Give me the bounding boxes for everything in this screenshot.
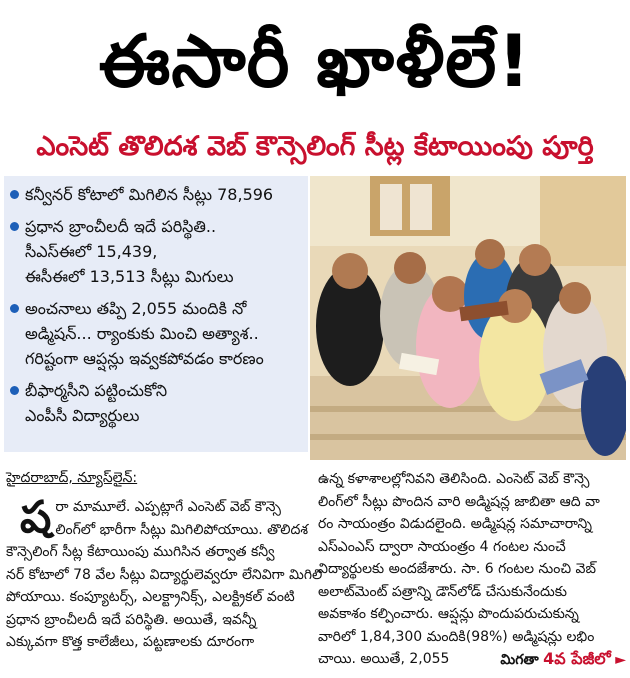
highlight-item <box>10 182 304 207</box>
bullet-icon <box>10 222 19 231</box>
article-line: ప్రధాన బ్రాంచీలదీ ఇదే పరిస్థితి. అయితే, ఇవన్నీ <box>6 611 257 628</box>
article-line: అవకాశం కల్పించారు. ఆప్షన్లు పొందుపరుచుకున్న <box>318 606 579 622</box>
continued-label: మిగతా <box>500 652 539 668</box>
article-line-last <box>318 648 626 671</box>
article-line: నర్ కోటాలో 78 వేల సీట్లు విద్యార్థులెవ్వరూ లేనివిగా మిగిలి <box>6 566 323 583</box>
highlight-line: ఈసీఈలో 13,513 సీట్లు మిగులు <box>25 267 234 286</box>
arrow-right-icon: ► <box>615 652 626 668</box>
highlight-item <box>10 378 304 428</box>
drop-cap: ష <box>20 492 52 543</box>
article-line: లింగ్‌లో భారీగా సీట్లు మిగిలిపోయాయి. తొలిదశ <box>55 521 309 538</box>
headline: ఈసారీ ఖాళీలే! <box>98 19 532 103</box>
highlight-line: ఎంపీసీ విద్యార్థులు <box>25 406 140 425</box>
continued-note[interactable] <box>500 648 626 672</box>
highlight-item <box>10 296 304 371</box>
highlight-item <box>10 214 304 289</box>
article-line: ఎక్కువగా కొత్త కాలేజీలు, పట్టణాలకు దూరంగా <box>6 634 255 650</box>
highlight-line: అడ్మిషన్... ర్యాంకుకు మించి అత్యాశ.. <box>25 324 259 343</box>
article-line: ఉన్న కళాశాలల్లోనివని తెలిసింది. ఎంసెట్ వెబ్ కౌన్సె <box>318 471 590 487</box>
highlight-line: కన్వీనర్ కోటాలో మిగిలిన సీట్లు 78,596 <box>25 185 274 204</box>
highlight-line: గరిష్టంగా ఆప్షన్లు ఇవ్వకపోవడం కారణం <box>25 349 264 368</box>
article-column-1 <box>6 492 323 654</box>
article-column-2 <box>318 468 626 672</box>
article-line-text: చాయి. అయితే, 2,055 <box>318 651 450 667</box>
article-line: రం సాయంత్రం విడుదలైంది. అడ్మిషన్ల సమాచారాన్ని <box>318 516 592 532</box>
bullet-icon <box>10 190 19 199</box>
article-line: అలాట్‌మెంట్ పత్రాన్ని డౌన్‌లోడ్ చేసుకునేందుకు <box>318 583 567 600</box>
highlight-line: అంచనాలు తప్పి 2,055 మందికి నో <box>25 299 247 318</box>
bullet-icon <box>10 386 19 395</box>
article-line: వారిలో 1,84,300 మందికి(98%) అడ్మిషన్లు లభిం <box>318 628 595 645</box>
highlight-line: సీఎస్ఈలో 15,439, <box>25 242 158 261</box>
article-line: కౌన్సెలింగ్ సీట్ల కేటాయింపు ముగిసిన తర్వాత కన్వీ <box>6 544 275 560</box>
highlight-line: ప్రధాన బ్రాంచీలదీ ఇదే పరిస్థితి.. <box>25 217 217 236</box>
article-line: లింగ్‌లో సీట్లు పొందిన వారి అడ్మిషన్ల జాబితా ఆది వా <box>318 493 600 510</box>
students-photo-illustration <box>310 176 626 460</box>
bullet-icon <box>10 304 19 313</box>
article-line: విద్యార్థులకు అందజేశారు. సా. 6 గంటల నుంచి వెబ్ <box>318 561 596 577</box>
highlights-box <box>4 176 308 452</box>
dateline: హైదరాబాద్, న్యూస్‌లైన్: <box>6 470 138 486</box>
article-line: ఎస్ఎంఎస్ ద్వారా సాయంత్రం 4 గంటల నుంచే <box>318 538 566 555</box>
highlight-line: బీఫార్మసీని పట్టించుకోని <box>25 381 168 400</box>
article-line: పోయాయి. కంప్యూటర్స్, ఎలక్ట్రానిక్స్, ఎలక్ట్రికల్ వంటి <box>6 589 295 605</box>
continued-page: 4వ పేజీలో <box>543 649 611 668</box>
students-photo <box>310 176 626 460</box>
article-line: రా మామూలే. ఎప్పట్లాగే ఎంసెట్ వెబ్ కౌన్సె <box>55 499 281 515</box>
subheadline: ఎంసెట్ తొలిదశ వెబ్ కౌన్సెలింగ్ సీట్ల కేటాయింపు పూర్తి <box>36 131 594 162</box>
